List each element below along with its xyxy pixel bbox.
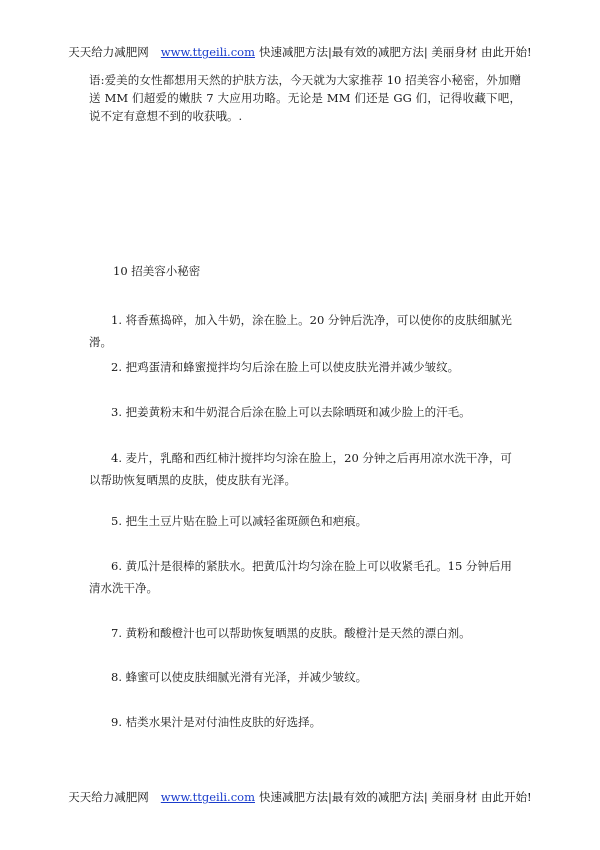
tip-item: 7. 黄粉和酸橙汁也可以帮助恢复晒黑的皮肤。酸橙汁是天然的漂白剂。	[111, 626, 471, 640]
footer-url-link[interactable]: www.ttgeili.com	[160, 790, 255, 804]
header-url-link[interactable]: www.ttgeili.com	[160, 45, 255, 59]
section-title: 10 招美容小秘密	[113, 264, 201, 278]
tip-item: 2. 把鸡蛋清和蜂蜜搅拌均匀后涂在脸上可以使皮肤光滑并减少皱纹。	[111, 360, 460, 374]
header-tagline: 快速减肥方法|最有效的减肥方法| 美丽身材 由此开始!	[259, 45, 532, 59]
tip-item: 1. 将香蕉捣碎，加入牛奶，涂在脸上。20 分钟后洗净，可以使你的皮肤细腻光滑。	[89, 313, 512, 349]
tip-item: 3. 把姜黄粉末和牛奶混合后涂在脸上可以去除晒斑和减少脸上的汗毛。	[111, 405, 471, 419]
tip-item: 6. 黄瓜汁是很棒的紧肤水。把黄瓜汁均匀涂在脸上可以收紧毛孔。15 分钟后用清水洗干净。	[89, 559, 512, 595]
footer-site-name: 天天给力减肥网	[68, 790, 149, 804]
tip-item: 5. 把生土豆片贴在脸上可以减轻雀斑颜色和疤痕。	[111, 514, 368, 528]
page-footer	[0, 789, 600, 805]
tip-item: 9. 桔类水果汁是对付油性皮肤的好选择。	[111, 715, 322, 729]
page-header	[0, 44, 600, 60]
footer-tagline: 快速减肥方法|最有效的减肥方法| 美丽身材 由此开始!	[259, 790, 532, 804]
header-site-name: 天天给力减肥网	[68, 45, 149, 59]
tip-item: 4. 麦片，乳酪和西红柿汁搅拌均匀涂在脸上，20 分钟之后再用凉水洗干净，可以帮助恢复晒黑的皮肤，使皮肤有光泽。	[89, 451, 512, 487]
tip-item: 8. 蜂蜜可以使皮肤细腻光滑有光泽，并减少皱纹。	[111, 670, 368, 684]
intro-paragraph: 语:爱美的女性都想用天然的护肤方法，今天就为大家推荐 10 招美容小秘密，外加赠送 MM 们超爱的嫩肤 7 大应用功略。无论是 MM 们还是 GG 们，记得收藏下吧，说不定有意想不到的收获哦。.	[89, 73, 521, 123]
